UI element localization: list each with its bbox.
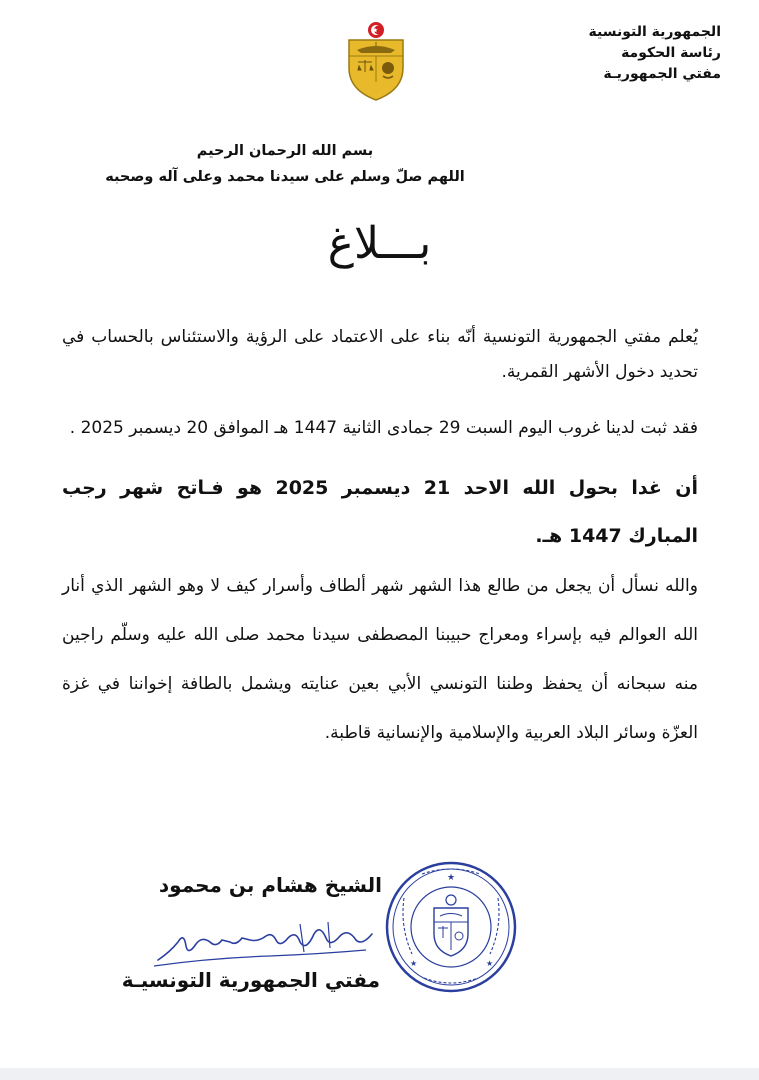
document-title: بـــلاغ [327,218,432,269]
paragraph-intro: يُعلم مفتي الجمهورية التونسية أنّه بناء على الاعتماد على الرؤية والاستئناس بالحساب في تحديد دخول الأشهر القمرية. [62,327,698,382]
letterhead-office: مفتي الجمهوريـة [603,66,721,82]
svg-text:★: ★ [410,959,418,968]
announcement-body [62,320,698,758]
official-stamp [382,858,520,996]
letterhead-country: الجمهورية التونسية [588,24,721,40]
handwritten-signature [150,912,380,972]
svg-text:★: ★ [486,959,494,968]
tunisia-coat-of-arms-icon [343,20,409,104]
letterhead-ministry: رئاسة الحكومة [621,45,721,61]
paragraph-prayer: والله نسأل أن يجعل من طالع هذا الشهر شهر ألطاف وأسرار كيف لا وهو الشهر الذي أنار الله العوالم فيه بإسراء ومعراج حبيبنا المصطفى سيدنا محمد صلى الله عليه وسلّم راجين منه سبحانه أن يحفظ وطننا التونسي الأبي بعين عنايته ويشمل بالطافة إخواننا في غزة العزّة وسائر البلاد العربية والإسلامية والإنسانية قاطبة. [62,576,698,743]
signatory-title: مفتي الجمهورية التونسيـة [121,968,380,992]
signatory-name: الشيخ هشام بن محمود [158,873,382,897]
letterhead [501,22,721,85]
scan-bottom-edge [0,1068,759,1080]
basmala [60,138,510,190]
paragraph-announcement: أن غدا بحول الله الاحد 21 ديسمبر 2025 هو فـاتح شهر رجب المبارك 1447 هـ. [62,477,699,547]
svg-text:★: ★ [446,873,456,883]
blessing-line: اللهم صلّ وسلم على سيدنا محمد وعلى آله وصحبه [105,169,465,185]
paragraph-sighting: فقد ثبت لدينا غروب اليوم السبت 29 جمادى الثانية 1447 هـ الموافق 20 ديسمبر 2025 . [69,418,698,438]
basmala-line: بسم الله الرحمان الرحيم [196,143,374,159]
